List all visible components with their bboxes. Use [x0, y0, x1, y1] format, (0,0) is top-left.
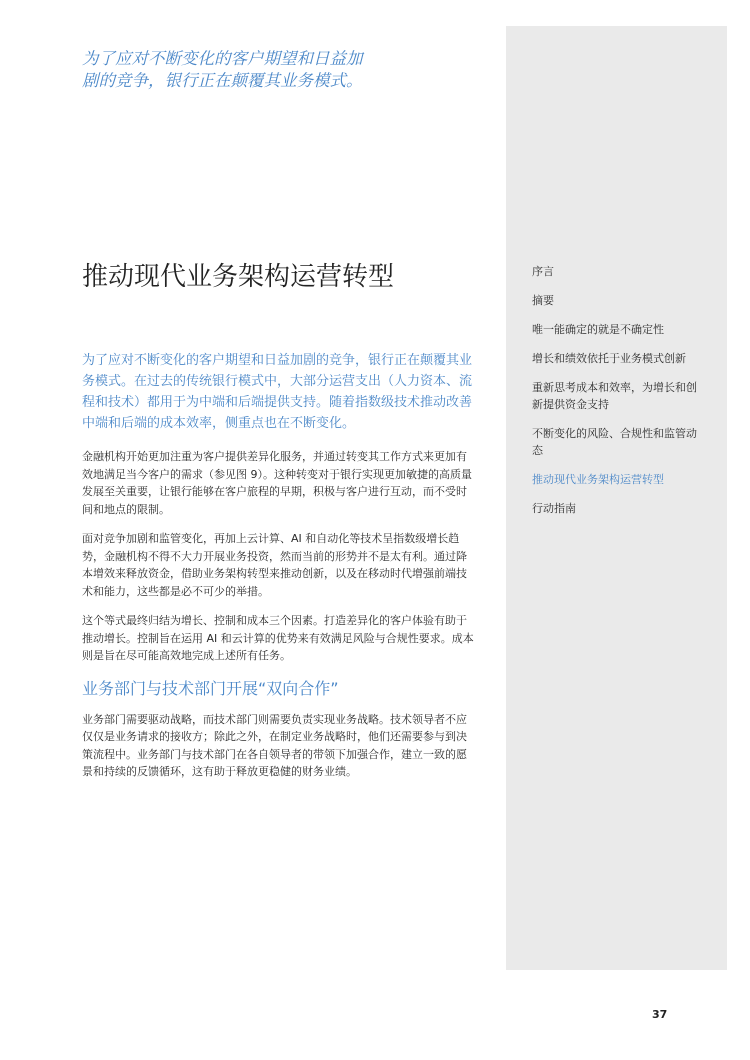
body-paragraph-2: 面对竞争加剧和监管变化，再加上云计算、AI 和自动化等技术呈指数级增长趋势，金融机构不得不大力开展业务投资，然而当前的形势并不是太有利。通过降本增效来释放资金，借助业务架构转型来推动创新，以及在移动时代增强前端技术和能力，这些都是必不可少的举措。 — [82, 532, 467, 598]
body-paragraph-3: 这个等式最终归结为增长、控制和成本三个因素。打造差异化的客户体验有助于推动增长。控制旨在运用 AI 和云计算的优势来有效满足风险与合规性要求。成本则是旨在尽可能高效地完成上述所有任务。 — [82, 614, 474, 662]
toc-item-action-guide[interactable]: 行动指南 — [532, 502, 576, 515]
pull-quote: 为了应对不断变化的客户期望和日益加剧的竞争，银行正在颠覆其业务模式。 — [82, 49, 363, 90]
page-number: 37 — [652, 1008, 668, 1021]
sidebar-panel — [506, 26, 727, 970]
page-title: 推动现代业务架构运营转型 — [82, 262, 395, 292]
toc-item-risk-compliance[interactable]: 不断变化的风险、合规性和监管动态 — [532, 427, 697, 457]
body-paragraph-4: 业务部门需要驱动战略，而技术部门则需要负责实现业务战略。技术领导者不应仅仅是业务请求的接收方；除此之外，在制定业务战略时，他们还需要参与到决策流程中。业务部门与技术部门在各自领导者的带领下加强合作，建立一致的愿景和持续的反馈循环，这有助于释放更稳健的财务业绩。 — [82, 712, 467, 778]
section-subheading: 业务部门与技术部门开展“双向合作” — [82, 678, 339, 698]
toc-item-cost-efficiency[interactable]: 重新思考成本和效率，为增长和创新提供资金支持 — [532, 381, 697, 411]
toc-item-summary[interactable]: 摘要 — [532, 294, 554, 307]
table-of-contents — [532, 263, 702, 529]
body-paragraph-1: 金融机构开始更加注重为客户提供差异化服务，并通过转变其工作方式来更加有效地满足当今客户的需求（参见图 9）。这种转变对于银行实现更加敏捷的高质量发展至关重要，让银行能够在客户旅程的早期，积极与客户进行互动，而不受时间和地点的限制。 — [82, 450, 472, 516]
toc-item-current-section[interactable]: 推动现代业务架构运营转型 — [532, 473, 664, 486]
toc-item-growth-innovation[interactable]: 增长和绩效依托于业务模式创新 — [532, 352, 686, 365]
toc-item-preface[interactable]: 序言 — [532, 265, 554, 278]
lead-paragraph: 为了应对不断变化的客户期望和日益加剧的竞争，银行正在颠覆其业务模式。在过去的传统银行模式中，大部分运营支出（人力资本、流程和技术）都用于为中端和后端提供支持。随着指数级技术推动改善中端和后端的成本效率，侧重点也在不断变化。 — [82, 353, 473, 431]
article-body — [82, 350, 477, 793]
toc-item-uncertainty[interactable]: 唯一能确定的就是不确定性 — [532, 323, 664, 336]
